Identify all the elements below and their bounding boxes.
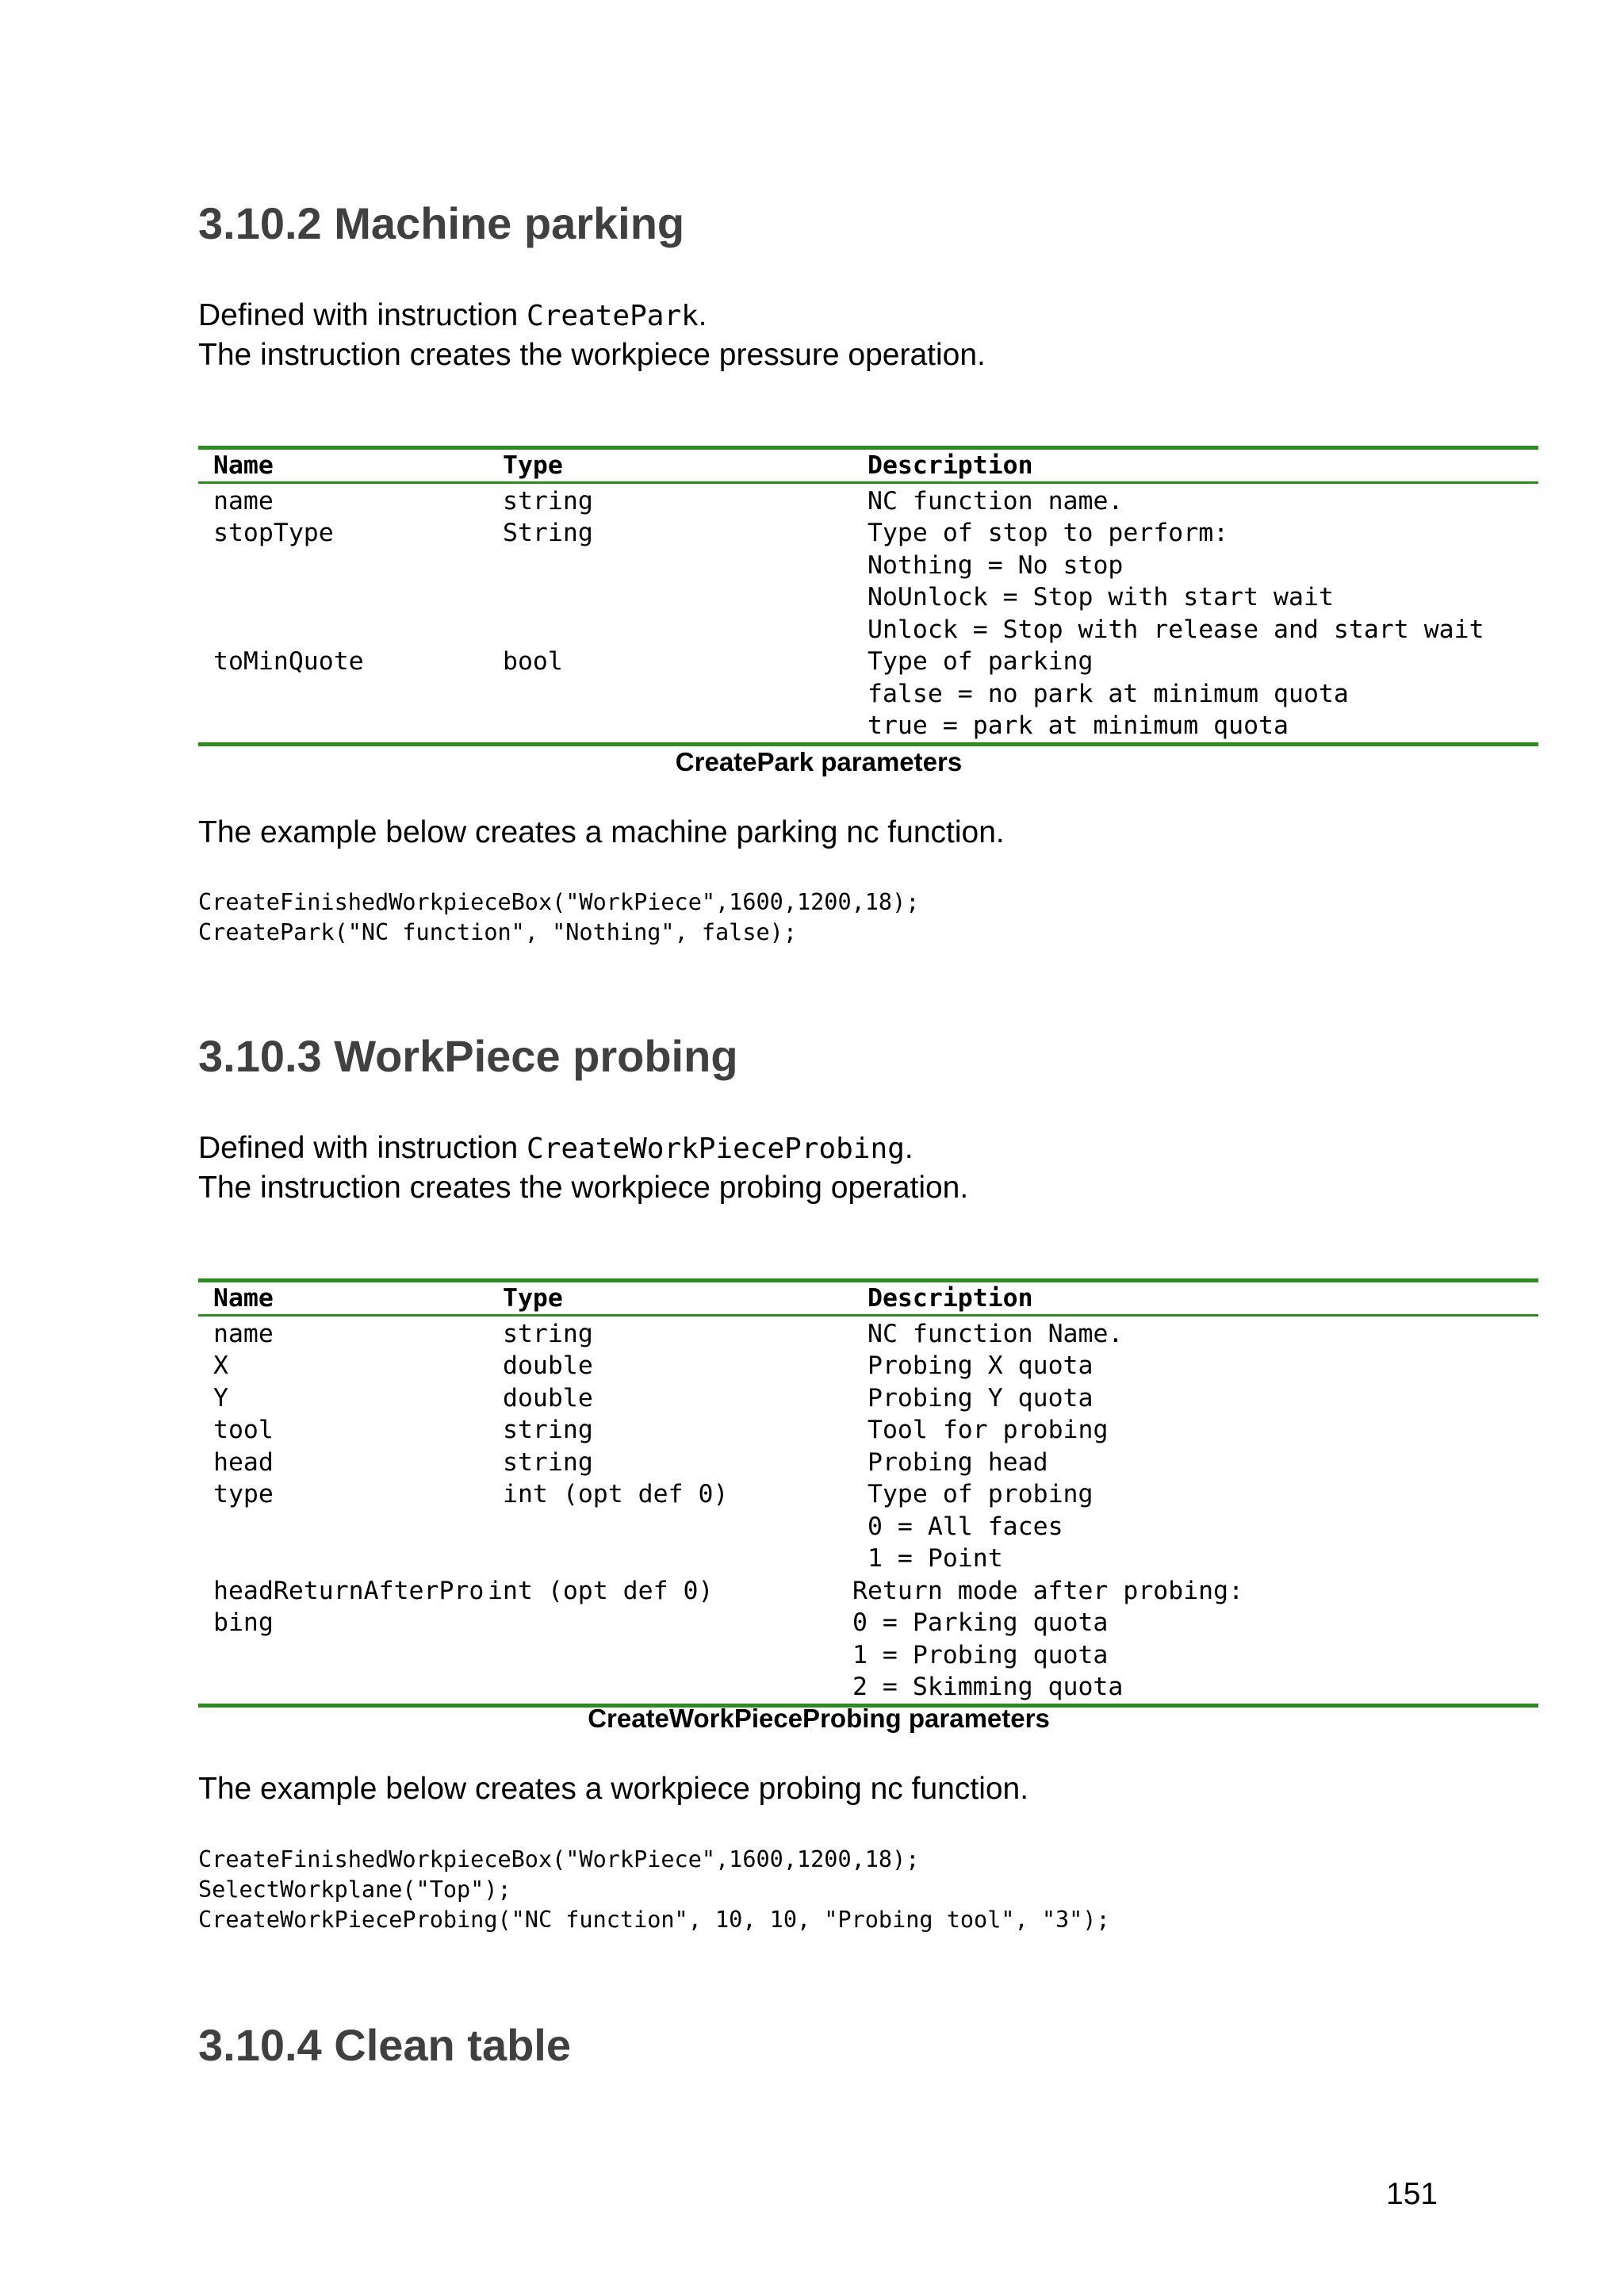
table-row [198, 1350, 1538, 1382]
description-line: Probing head [868, 1447, 1048, 1477]
param-name: toMinQuote [213, 647, 364, 676]
description-line: false = no park at minimum quota [868, 679, 1349, 708]
param-description [868, 1414, 1538, 1447]
param-description [868, 1382, 1538, 1415]
intro-line2: The instruction creates the workpiece probing operation. [198, 1171, 969, 1205]
code-line: CreateWorkPieceProbing("NC function", 10, 10, "Probing tool", "3"); [198, 1907, 1110, 1933]
description-line: NC function Name. [868, 1319, 1124, 1348]
param-type: bool [503, 647, 563, 676]
param-description [868, 485, 1538, 518]
param-type: int (opt def 0) [488, 1576, 714, 1605]
param-type: string [503, 486, 593, 516]
param-name: type [213, 1480, 274, 1508]
description-line: true = park at minimum quota [868, 711, 1289, 740]
param-description [868, 646, 1538, 742]
intro-paragraph-machine-parking [198, 296, 986, 374]
table-row [198, 1318, 1538, 1351]
param-table-createworkpieceprobing [198, 1282, 1538, 1708]
intro-suffix: . [698, 298, 707, 332]
intro-prefix: Defined with instruction [198, 1131, 527, 1165]
table-row [198, 1478, 1538, 1575]
table-row [198, 646, 1538, 742]
description-line: Probing X quota [868, 1351, 1094, 1380]
header-description: Description [868, 1284, 1033, 1313]
description-line: Nothing = No stop [868, 550, 1124, 580]
param-type: string [503, 1447, 593, 1477]
code-line: CreateFinishedWorkpieceBox("WorkPiece",1600,1200,18); [198, 1846, 920, 1872]
description-line: Probing Y quota [868, 1383, 1094, 1412]
table-caption: CreateWorkPieceProbing parameters [588, 1704, 1050, 1733]
description-line: 1 = Probing quota [852, 1640, 1109, 1669]
table-row [198, 1414, 1538, 1447]
param-type: int (opt def 0) [503, 1480, 729, 1508]
header-description: Description [868, 451, 1033, 480]
param-type: string [503, 1416, 593, 1444]
instruction-name: CreatePark [527, 300, 699, 332]
code-example [198, 1845, 1110, 1935]
example-text: The example below creates a machine parking nc function. [198, 815, 1005, 849]
intro-paragraph-workpiece-probing [198, 1129, 968, 1207]
table-row [198, 1575, 1538, 1704]
code-example [198, 887, 919, 948]
description-line: 2 = Skimming quota [852, 1673, 1124, 1701]
param-type: double [503, 1351, 593, 1380]
section-title-clean-table: 3.10.4 Clean table [198, 2020, 572, 2070]
param-name: X [213, 1351, 228, 1380]
code-line: CreatePark("NC function", "Nothing", false); [198, 919, 797, 945]
table-header-row [198, 450, 1538, 482]
param-description [868, 1350, 1538, 1382]
param-description [852, 1575, 1538, 1704]
code-line: SelectWorkplane("Top"); [198, 1876, 511, 1903]
description-line: Return mode after probing: [852, 1576, 1244, 1605]
table-row [198, 1382, 1538, 1415]
section-title-machine-parking: 3.10.2 Machine parking [198, 198, 685, 248]
param-description [868, 517, 1538, 646]
description-line: Tool for probing [868, 1416, 1109, 1444]
param-description [868, 1318, 1538, 1351]
param-name: stopType [213, 519, 334, 547]
param-type: double [503, 1383, 593, 1412]
param-type: string [503, 1319, 593, 1348]
param-name: name [213, 486, 274, 516]
param-table-createpark [198, 450, 1538, 746]
example-text: The example below creates a workpiece probing nc function. [198, 1772, 1029, 1806]
table-caption: CreatePark parameters [675, 747, 963, 776]
table-row [198, 517, 1538, 646]
page-number: 151 [1386, 2177, 1438, 2211]
header-type: Type [503, 451, 563, 480]
param-description [868, 1447, 1538, 1479]
description-line: 1 = Point [868, 1544, 1003, 1573]
description-line: NoUnlock = Stop with start wait [868, 583, 1334, 611]
header-name: Name [213, 1284, 274, 1313]
param-name: Y [213, 1383, 228, 1412]
intro-suffix: . [904, 1131, 914, 1165]
table-row [198, 1447, 1538, 1479]
param-description [868, 1478, 1538, 1575]
description-line: Type of probing [868, 1480, 1094, 1508]
code-line: CreateFinishedWorkpieceBox("WorkPiece",1600,1200,18); [198, 889, 920, 915]
section-title-workpiece-probing: 3.10.3 WorkPiece probing [198, 1031, 738, 1081]
header-type: Type [503, 1284, 563, 1313]
description-line: NC function name. [868, 486, 1124, 516]
param-name: tool [213, 1416, 274, 1444]
param-type: String [503, 519, 593, 547]
description-line: 0 = All faces [868, 1512, 1063, 1541]
description-line: Type of parking [868, 647, 1094, 676]
intro-line2: The instruction creates the workpiece pressure operation. [198, 338, 986, 372]
param-name: head [213, 1447, 274, 1477]
description-line: Type of stop to perform: [868, 519, 1229, 547]
param-name: name [213, 1319, 274, 1348]
table-row [198, 485, 1538, 518]
header-name: Name [213, 451, 274, 480]
description-line: Unlock = Stop with release and start wait [868, 615, 1484, 644]
table-bottom-rule [198, 742, 1538, 746]
intro-prefix: Defined with instruction [198, 298, 527, 332]
table-header-row [198, 1282, 1538, 1315]
description-line: 0 = Parking quota [852, 1608, 1109, 1637]
instruction-name: CreateWorkPieceProbing [527, 1133, 905, 1165]
param-name: headReturnAfterProbing [213, 1576, 485, 1637]
